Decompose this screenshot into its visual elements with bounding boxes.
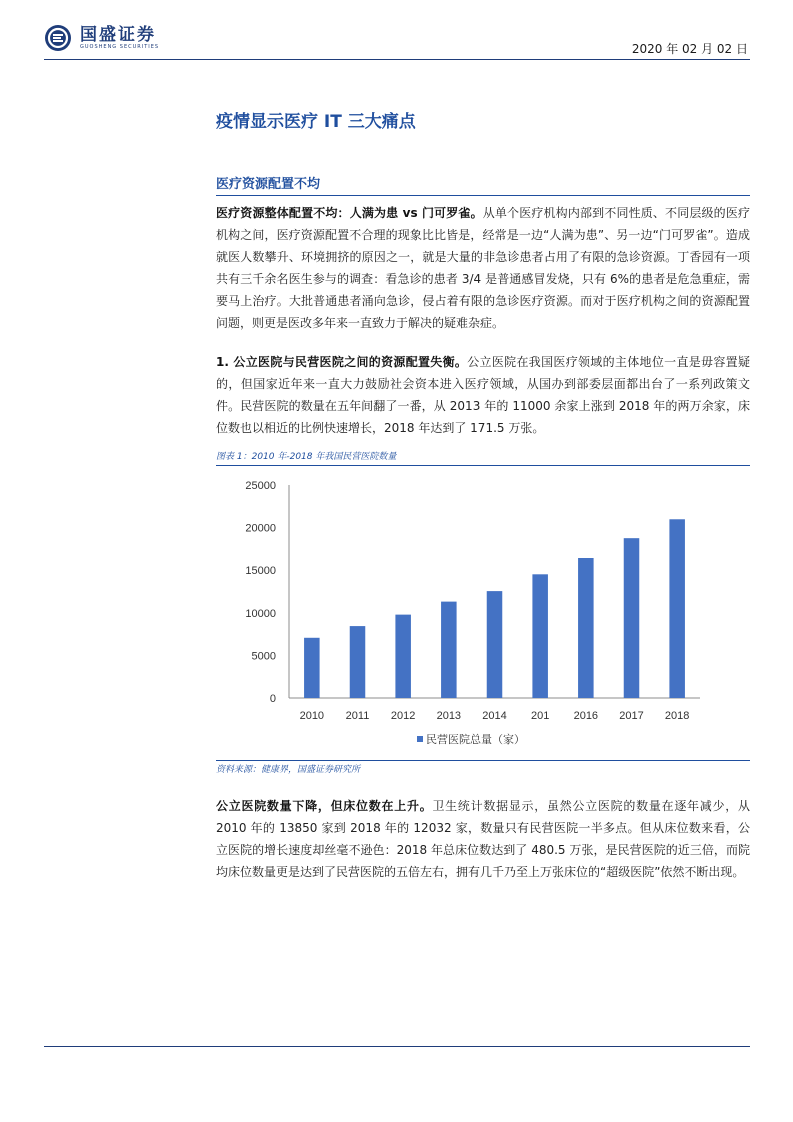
page-title: 疫情显示医疗 IT 三大痛点 <box>216 112 416 132</box>
paragraph-lead: 医疗资源整体配置不均：人满为患 vs 门可罗雀。 <box>216 206 483 220</box>
bar-series <box>304 519 685 698</box>
report-date: 2020 年 02 月 02 日 <box>631 42 748 56</box>
paragraph-lead: 公立医院数量下降，但床位数在上升。 <box>216 799 433 813</box>
paragraph-lead: 1. 公立医院与民营医院之间的资源配置失衡。 <box>216 355 468 369</box>
x-tick-label: 2010 <box>299 710 325 722</box>
bar <box>669 519 685 698</box>
paragraph-body: 卫生统计数据显示，虽然公立医院的数量在逐年减少，从 2010 年的 13850 家到 2018 年的 12032 家，数量只有民营医院一半多点。但从床位数来看，公立医院的增长速度却丝毫不逊色：2018 年总床位数达到了 480.5 万张，是民营医院的近三倍，而院均床位数量更是达到了民营医院的五倍左右，拥有几千乃至上万张床位的“超级医院”依然不断出现。 <box>216 799 750 879</box>
bar <box>487 591 503 698</box>
brand-name-en: GUOSHENG SECURITIES <box>80 43 160 50</box>
figure-bottom-rule <box>216 760 750 761</box>
x-tick-label: 2011 <box>345 710 370 722</box>
bar <box>624 538 640 698</box>
y-tick-label: 25000 <box>245 480 276 492</box>
legend-swatch <box>417 736 423 742</box>
bar <box>578 558 594 698</box>
brand-logo <box>44 24 159 52</box>
y-tick-label: 0 <box>269 693 276 705</box>
y-tick-label: 5000 <box>251 650 276 663</box>
x-tick-labels <box>300 710 690 722</box>
legend-label: 民营医院总量（家） <box>426 733 525 746</box>
bar <box>304 638 320 698</box>
page-header <box>0 0 793 60</box>
y-tick-label: 10000 <box>245 607 276 620</box>
x-tick-label: 2012 <box>390 710 416 722</box>
x-tick-label: 2013 <box>436 710 462 722</box>
section-title: 医疗资源配置不均 <box>216 177 321 192</box>
x-tick-label: 2014 <box>482 710 507 722</box>
figure-source: 资料来源：健康界，国盛证券研究所 <box>216 765 361 775</box>
bar <box>532 574 548 698</box>
paragraph-public-hospital-beds <box>216 795 750 883</box>
paragraph-public-private <box>216 351 750 439</box>
x-tick-label: 2016 <box>573 710 599 722</box>
y-tick-label: 20000 <box>245 522 276 535</box>
guosheng-logo-icon <box>44 24 72 52</box>
brand-name: 国盛证券 <box>80 24 156 45</box>
paragraph-body: 从单个医疗机构内部到不同性质、不同层级的医疗机构之间，医疗资源配置不合理的现象比比皆是，经常是一边“人满为患”、另一边“门可罗雀”。造成就医人数攀升、环境拥挤的原因之一，就是大量的非急诊患者占用了有限的急诊资源。丁香园有一项共有三千余名医生参与的调查：看急诊的患者 3/4 是普通感冒发烧，只有 6%的患者是危急重症，需要马上治疗。大批普通患者涌向急诊，侵占着有限的急诊医疗资源。而对于医疗机构之间的资源配置问题，则更是医改多年来一直致力于解决的疑难杂症。 <box>216 206 750 330</box>
paragraph-body: 公立医院在我国医疗领域的主体地位一直是毋容置疑的，但国家近年来一直大力鼓励社会资本进入医疗领域，从国办到部委层面都出台了一系列政策文件。民营医院的数量在五年间翻了一番，从 2013 年的 11000 余家上涨到 2018 年的两万余家，床位数也以相近的比例快速增长，2018 年达到了 171.5 万张。 <box>216 355 750 435</box>
private-hospital-bar-chart <box>216 466 750 758</box>
x-tick-label: 201 <box>530 710 550 722</box>
bar <box>350 626 366 698</box>
y-tick-labels <box>245 480 276 705</box>
x-tick-label: 2018 <box>664 710 690 722</box>
paragraph-resource-allocation <box>216 202 750 334</box>
footer-divider <box>44 1046 750 1047</box>
x-tick-label: 2017 <box>619 710 644 722</box>
section-divider <box>216 195 750 196</box>
header-divider <box>44 59 750 60</box>
figure-caption: 图表 1：2010 年-2018 年我国民营医院数量 <box>216 452 397 462</box>
bar <box>441 602 457 698</box>
bar <box>395 615 411 698</box>
chart-legend <box>417 732 525 746</box>
y-tick-label: 15000 <box>245 565 276 578</box>
